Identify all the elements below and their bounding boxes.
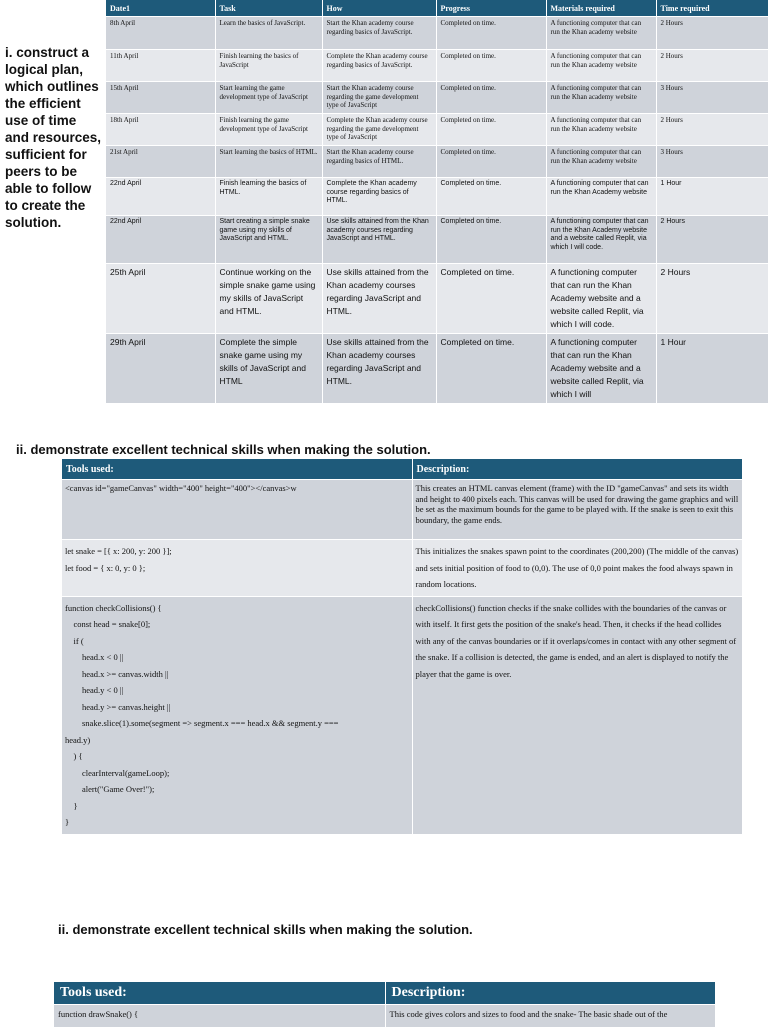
cell-time: 1 Hour bbox=[656, 334, 768, 404]
cell-how: Use skills attained from the Khan academy courses regarding JavaScript and HTML. bbox=[322, 216, 436, 264]
header-task: Task bbox=[215, 0, 322, 17]
code-line: let food = { x: 0, y: 0 }; bbox=[65, 560, 409, 577]
code-line: alert("Game Over!"); bbox=[65, 781, 409, 798]
cell-materials: A functioning computer that can run the Khan Academy website and a website called Replit, via which I will code. bbox=[546, 216, 656, 264]
plan-table bbox=[106, 0, 768, 403]
code-line: clearInterval(gameLoop); bbox=[65, 765, 409, 782]
cell-date: 8th April bbox=[106, 17, 215, 50]
cell-task: Finish learning the basics of JavaScript bbox=[215, 50, 322, 82]
cell-materials: A functioning computer that can run the Khan academy website bbox=[546, 50, 656, 82]
cell-date: 18th April bbox=[106, 114, 215, 146]
code-line: } bbox=[65, 798, 409, 815]
header-date: Date1 bbox=[106, 0, 215, 17]
table-row bbox=[106, 50, 768, 82]
cell-how: Start the Khan academy course regarding the game development type of JavaScript bbox=[322, 82, 436, 114]
cell-date: 15th April bbox=[106, 82, 215, 114]
header-time: Time required bbox=[656, 0, 768, 17]
header-description: Description: bbox=[385, 982, 715, 1005]
cell-materials: A functioning computer that can run the Khan academy website bbox=[546, 114, 656, 146]
header-description: Description: bbox=[412, 459, 742, 480]
cell-task: Complete the simple snake game using my skills of JavaScript and HTML bbox=[215, 334, 322, 404]
code-line: ) { bbox=[65, 748, 409, 765]
cell-progress: Completed on time. bbox=[436, 146, 546, 178]
cell-time: 2 Hours bbox=[656, 216, 768, 264]
table-row bbox=[106, 264, 768, 334]
cell-time: 2 Hours bbox=[656, 17, 768, 50]
table-row bbox=[106, 178, 768, 216]
cell-date: 25th April bbox=[106, 264, 215, 334]
code-line: if ( bbox=[65, 633, 409, 650]
code-line: head.y >= canvas.height || bbox=[65, 699, 409, 716]
table-row bbox=[62, 480, 742, 540]
cell-time: 2 Hours bbox=[656, 264, 768, 334]
cell-time: 2 Hours bbox=[656, 114, 768, 146]
cell-progress: Completed on time. bbox=[436, 264, 546, 334]
cell-time: 2 Hours bbox=[656, 50, 768, 82]
cell-how: Start the Khan academy course regarding basics of HTML. bbox=[322, 146, 436, 178]
cell-progress: Completed on time. bbox=[436, 114, 546, 146]
table-row bbox=[62, 540, 742, 597]
cell-progress: Completed on time. bbox=[436, 50, 546, 82]
code-line: function checkCollisions() { bbox=[65, 600, 409, 617]
code-cell bbox=[62, 596, 412, 834]
header-materials: Materials required bbox=[546, 0, 656, 17]
table-row bbox=[62, 596, 742, 834]
table-row bbox=[106, 146, 768, 178]
header-tools-used: Tools used: bbox=[62, 459, 412, 480]
description-cell: This code gives colors and sizes to food and the snake- The basic shade out of the bbox=[385, 1005, 715, 1027]
cell-how: Complete the Khan academy course regarding the game development type of JavaScript bbox=[322, 114, 436, 146]
cell-how: Complete the Khan academy course regarding basics of HTML. bbox=[322, 178, 436, 216]
skills-heading-1: ii. demonstrate excellent technical skills when making the solution. bbox=[16, 442, 431, 457]
cell-task: Continue working on the simple snake game using my skills of JavaScript and HTML. bbox=[215, 264, 322, 334]
cell-progress: Completed on time. bbox=[436, 17, 546, 50]
cell-materials: A functioning computer that can run the Khan Academy website and a website called Replit, via which I will code. bbox=[546, 264, 656, 334]
plan-heading: i. construct a logical plan, which outlines the efficient use of time and resources, sufficient for peers to be able to follow to create the solution. bbox=[5, 44, 103, 231]
cell-time: 3 Hours bbox=[656, 146, 768, 178]
table-row bbox=[106, 17, 768, 50]
cell-materials: A functioning computer that can run the Khan academy website bbox=[546, 17, 656, 50]
code-line: const head = snake[0]; bbox=[65, 616, 409, 633]
cell-date: 22nd April bbox=[106, 178, 215, 216]
code-cell bbox=[62, 540, 412, 597]
description-cell: This creates an HTML canvas element (frame) with the ID "gameCanvas" and sets its width and height to 400 pixels each. This canvas will be used for drawing the game graphics and will be set as the maximum bounds for the game to be played with. If the snake is seen to exit this boundary, the game ends. bbox=[412, 480, 742, 540]
code-line: let snake = [{ x: 200, y: 200 }]; bbox=[65, 543, 409, 560]
skills-heading-2: ii. demonstrate excellent technical skills when making the solution. bbox=[58, 922, 473, 937]
plan-header-row bbox=[106, 0, 768, 17]
tools-table-2 bbox=[54, 982, 716, 1027]
header-how: How bbox=[322, 0, 436, 17]
code-line: head.x >= canvas.width || bbox=[65, 666, 409, 683]
cell-progress: Completed on time. bbox=[436, 178, 546, 216]
cell-task: Finish learning the basics of HTML. bbox=[215, 178, 322, 216]
code-line: } bbox=[65, 814, 409, 831]
cell-how: Complete the Khan academy course regarding basics of JavaScript. bbox=[322, 50, 436, 82]
table-row bbox=[106, 82, 768, 114]
table-row bbox=[106, 114, 768, 146]
cell-date: 29th April bbox=[106, 334, 215, 404]
cell-date: 11th April bbox=[106, 50, 215, 82]
table-row bbox=[106, 216, 768, 264]
code-line: <canvas id="gameCanvas" width="400" height="400"></canvas>w bbox=[65, 483, 409, 493]
cell-materials: A functioning computer that can run the Khan academy website bbox=[546, 82, 656, 114]
cell-time: 3 Hours bbox=[656, 82, 768, 114]
cell-how: Use skills attained from the Khan academy courses regarding JavaScript and HTML. bbox=[322, 264, 436, 334]
cell-task: Start learning the game development type of JavaScript bbox=[215, 82, 322, 114]
cell-task: Finish learning the game development type of JavaScript bbox=[215, 114, 322, 146]
cell-how: Start the Khan academy course regarding basics of JavaScript. bbox=[322, 17, 436, 50]
cell-materials: A functioning computer that can run the Khan academy website bbox=[546, 146, 656, 178]
header-progress: Progress bbox=[436, 0, 546, 17]
cell-date: 21st April bbox=[106, 146, 215, 178]
cell-materials: A functioning computer that can run the Khan Academy website bbox=[546, 178, 656, 216]
cell-progress: Completed on time. bbox=[436, 334, 546, 404]
cell-task: Learn the basics of JavaScript. bbox=[215, 17, 322, 50]
cell-task: Start creating a simple snake game using my skills of JavaScript and HTML. bbox=[215, 216, 322, 264]
cell-task: Start learning the basics of HTML. bbox=[215, 146, 322, 178]
code-cell bbox=[62, 480, 412, 540]
table-row bbox=[106, 334, 768, 404]
tools-table-1 bbox=[62, 459, 743, 834]
tools-header-row bbox=[62, 459, 742, 480]
code-line: head.y < 0 || bbox=[65, 682, 409, 699]
cell-progress: Completed on time. bbox=[436, 82, 546, 114]
code-line: head.x < 0 || bbox=[65, 649, 409, 666]
description-cell: checkCollisions() function checks if the snake collides with the boundaries of the canvas or with itself. It first gets the position of the snake's head. Then, it checks if the head collides with any of the canvas boundaries or if it overlaps/comes in contact with any other segment of the snake. If a collision is detected, the game is ended, and an alert is displayed to notify the player that the game is over. bbox=[412, 596, 742, 834]
description-cell: This initializes the snakes spawn point to the coordinates (200,200) (The middle of the canvas) and sets initial position of food to (0,0). The use of 0,0 point makes the food always spawn in random locations. bbox=[412, 540, 742, 597]
tools-header-row bbox=[54, 982, 715, 1005]
code-line: head.y) bbox=[65, 732, 409, 749]
cell-how: Use skills attained from the Khan academy courses regarding JavaScript and HTML. bbox=[322, 334, 436, 404]
cell-materials: A functioning computer that can run the Khan Academy website and a website called Replit, via which I will bbox=[546, 334, 656, 404]
cell-progress: Completed on time. bbox=[436, 216, 546, 264]
cell-time: 1 Hour bbox=[656, 178, 768, 216]
cell-date: 22nd April bbox=[106, 216, 215, 264]
header-tools-used: Tools used: bbox=[54, 982, 385, 1005]
code-cell: function drawSnake() { bbox=[54, 1005, 385, 1027]
code-line: snake.slice(1).some(segment => segment.x === head.x && segment.y === bbox=[65, 715, 409, 732]
